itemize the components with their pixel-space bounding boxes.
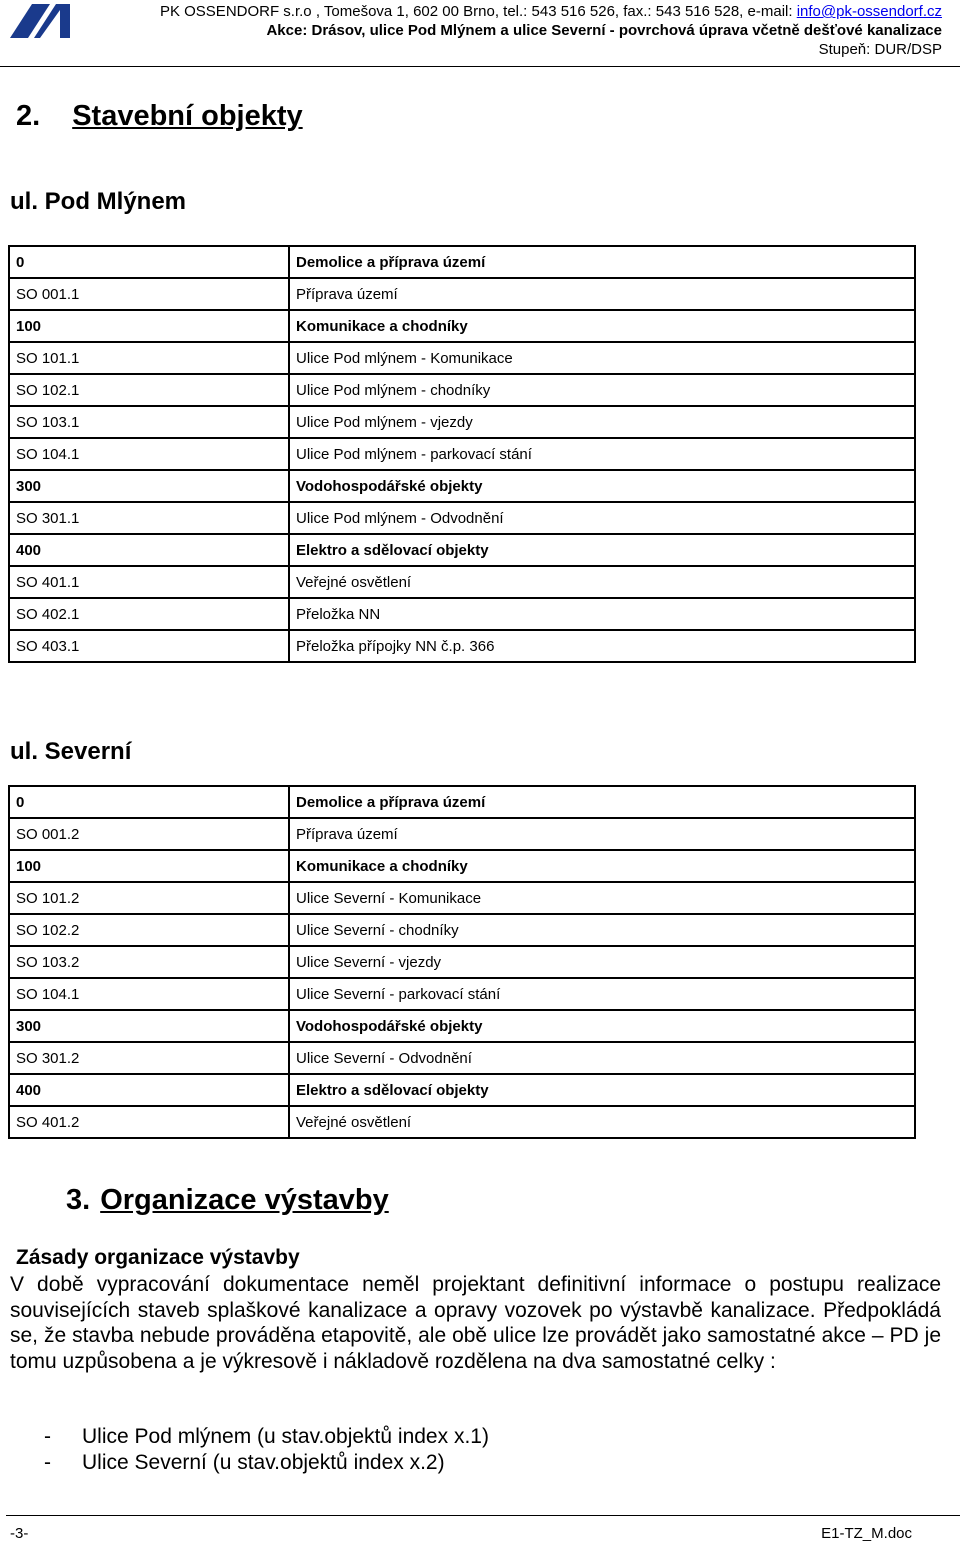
table-row <box>9 630 915 662</box>
table-row <box>9 534 915 566</box>
object-code-cell: SO 403.1 <box>9 630 289 662</box>
pod-mlynem-heading: ul. Pod Mlýnem <box>10 188 187 215</box>
table-row <box>9 374 915 406</box>
table-row <box>9 1042 915 1074</box>
table-row <box>9 438 915 470</box>
table-row <box>9 342 915 374</box>
section-3-title: Organizace výstavby <box>100 1184 389 1216</box>
header-contact-text: PK OSSENDORF s.r.o , Tomešova 1, 602 00 Brno, tel.: 543 516 526, fax.: 543 516 528, e-mail: <box>159 3 797 20</box>
object-code-cell: 100 <box>9 850 289 882</box>
footer-filename: E1-TZ_M.doc <box>821 1525 912 1542</box>
object-name-cell: Veřejné osvětlení <box>289 1106 915 1138</box>
severni-table <box>8 785 916 1139</box>
object-name-cell: Přeložka přípojky NN č.p. 366 <box>289 630 915 662</box>
object-code-cell: 0 <box>9 246 289 278</box>
list-item: - Ulice Severní (u stav.objektů index x.2) <box>44 1450 445 1474</box>
section-3-number: 3. <box>66 1184 91 1216</box>
object-name-cell: Ulice Pod mlýnem - vjezdy <box>289 406 915 438</box>
object-code-cell: SO 101.2 <box>9 882 289 914</box>
object-name-cell: Demolice a příprava území <box>289 786 915 818</box>
object-code-cell: SO 101.1 <box>9 342 289 374</box>
list-item: - Ulice Pod mlýnem (u stav.objektů index x.1) <box>44 1425 489 1448</box>
page-header <box>160 2 942 59</box>
header-divider <box>0 66 960 67</box>
object-name-cell: Ulice Severní - vjezdy <box>289 946 915 978</box>
header-contact-line <box>160 2 942 21</box>
object-code-cell: 300 <box>9 1010 289 1042</box>
object-code-cell: SO 001.2 <box>9 818 289 850</box>
object-name-cell: Přeložka NN <box>289 598 915 630</box>
object-code-cell: SO 103.2 <box>9 946 289 978</box>
object-name-cell: Komunikace a chodníky <box>289 850 915 882</box>
object-name-cell: Ulice Pod mlýnem - Odvodnění <box>289 502 915 534</box>
table-row <box>9 978 915 1010</box>
object-code-cell: SO 001.1 <box>9 278 289 310</box>
table-row <box>9 246 915 278</box>
object-code-cell: SO 102.1 <box>9 374 289 406</box>
table-row <box>9 470 915 502</box>
object-code-cell: 400 <box>9 534 289 566</box>
header-stage-line: Stupeň: DUR/DSP <box>818 41 942 58</box>
object-name-cell: Vodohospodářské objekty <box>289 470 915 502</box>
table-row <box>9 406 915 438</box>
table-row <box>9 278 915 310</box>
object-name-cell: Komunikace a chodníky <box>289 310 915 342</box>
object-code-cell: SO 104.1 <box>9 978 289 1010</box>
object-code-cell: 400 <box>9 1074 289 1106</box>
table-row <box>9 914 915 946</box>
table-row <box>9 1106 915 1138</box>
object-name-cell: Elektro a sdělovací objekty <box>289 534 915 566</box>
footer-page-number: -3- <box>10 1525 29 1542</box>
table-row <box>9 1074 915 1106</box>
section-2-number: 2. <box>16 100 41 132</box>
object-name-cell: Ulice Severní - chodníky <box>289 914 915 946</box>
object-name-cell: Ulice Severní - Odvodnění <box>289 1042 915 1074</box>
table-row <box>9 786 915 818</box>
section-2-heading <box>16 100 303 133</box>
object-code-cell: SO 301.2 <box>9 1042 289 1074</box>
severni-heading: ul. Severní <box>10 738 132 765</box>
table-row <box>9 882 915 914</box>
pod-mlynem-table <box>8 245 916 663</box>
object-name-cell: Ulice Pod mlýnem - Komunikace <box>289 342 915 374</box>
footer-divider <box>6 1515 960 1516</box>
table-row <box>9 818 915 850</box>
object-code-cell: SO 401.1 <box>9 566 289 598</box>
object-code-cell: SO 102.2 <box>9 914 289 946</box>
section-3-heading <box>66 1184 389 1217</box>
object-code-cell: SO 103.1 <box>9 406 289 438</box>
object-name-cell: Demolice a příprava území <box>289 246 915 278</box>
object-name-cell: Ulice Severní - parkovací stání <box>289 978 915 1010</box>
object-name-cell: Ulice Severní - Komunikace <box>289 882 915 914</box>
list-item-text: Ulice Severní (u stav.objektů index x.2) <box>82 1450 445 1474</box>
table-row <box>9 946 915 978</box>
object-name-cell: Ulice Pod mlýnem - parkovací stání <box>289 438 915 470</box>
table-row <box>9 310 915 342</box>
object-code-cell: SO 301.1 <box>9 502 289 534</box>
object-code-cell: SO 401.2 <box>9 1106 289 1138</box>
company-logo <box>10 4 70 38</box>
object-code-cell: SO 104.1 <box>9 438 289 470</box>
object-name-cell: Elektro a sdělovací objekty <box>289 1074 915 1106</box>
table-row <box>9 850 915 882</box>
object-code-cell: 300 <box>9 470 289 502</box>
object-code-cell: 100 <box>9 310 289 342</box>
table-row <box>9 1010 915 1042</box>
table-row <box>9 598 915 630</box>
object-name-cell: Příprava území <box>289 818 915 850</box>
section-3-paragraph: V době vypracování dokumentace neměl projektant definitivní informace o postupu realizace souvisejících staveb splaškové kanalizace a opravy vozovek po výstavbě kanalizace. Předpokládá se, že stavba nebude prováděna etapovitě, ale obě ulice lze provádět jako samostatné akce – PD je tomu uzpůsobena a je výkresově i nákladově rozdělena na dva samostatné celky : <box>10 1273 941 1373</box>
header-email-link[interactable]: info@pk-ossendorf.cz <box>796 3 942 20</box>
object-name-cell: Veřejné osvětlení <box>289 566 915 598</box>
section-2-title: Stavební objekty <box>72 100 303 132</box>
section-3-subheading: Zásady organizace výstavby <box>16 1246 300 1269</box>
table-row <box>9 502 915 534</box>
object-name-cell: Příprava území <box>289 278 915 310</box>
object-code-cell: 0 <box>9 786 289 818</box>
list-item-text: Ulice Pod mlýnem (u stav.objektů index x.1) <box>82 1425 489 1448</box>
header-project-line: Akce: Drásov, ulice Pod Mlýnem a ulice Severní - povrchová úprava včetně dešťové kanalizace <box>266 22 942 39</box>
section-3-list <box>44 1424 489 1475</box>
object-code-cell: SO 402.1 <box>9 598 289 630</box>
table-row <box>9 566 915 598</box>
object-name-cell: Ulice Pod mlýnem - chodníky <box>289 374 915 406</box>
object-name-cell: Vodohospodářské objekty <box>289 1010 915 1042</box>
